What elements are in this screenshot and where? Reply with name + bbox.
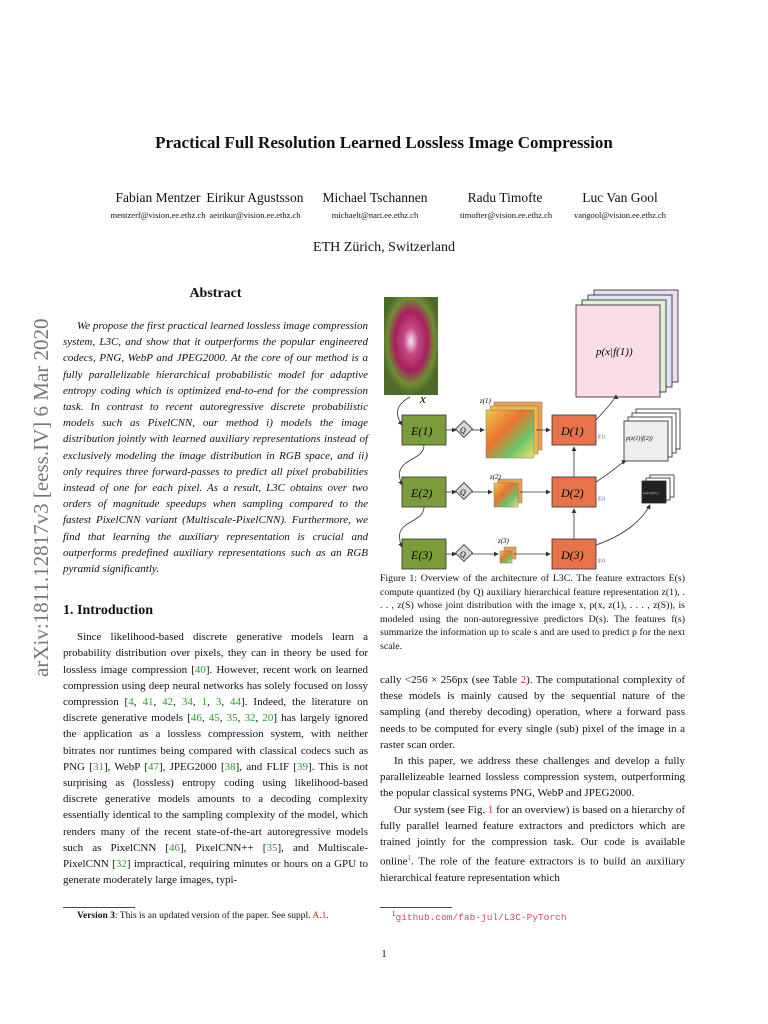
footnote-text: : This is an updated version of the paper. See suppl. — [114, 911, 313, 921]
right-paragraph-1: cally <256 × 256px (see Table 2). The computational complexity of these models is mainly caused by the sequential nature of the sampling (and thereby decoding) operation, where a forward pass needs to be computed for every single (sub) pixel of the image in a raster scan order. — [380, 674, 685, 751]
paper-title: Practical Full Resolution Learned Lossless Image Compression — [155, 133, 613, 152]
label-d2: D(2) — [561, 486, 584, 500]
reference-link[interactable]: 2 — [520, 674, 527, 686]
label-z1: z(1) — [480, 397, 491, 405]
citation-link[interactable]: 1 — [201, 696, 208, 709]
architecture-figure — [380, 285, 685, 570]
page-number: 1 — [381, 948, 387, 960]
abstract-text: We propose the first practical learned lossless image compression system, L3C, and show that it outperforms the popular engineered codecs, PNG, WebP and JPEG2000. At the core of our method is a fully parallelizable hierarchical probabilistic model for adaptive entropy coding which is optimized end-to-end for the compression task. In contrast to recent autoregressive discrete probabilistic models such as PixelCNN, our method i) models the image distribution jointly with learned auxiliary representations instead of exclusively modeling the image distribution in RGB space, and ii) only requires three forward-passes to predict all pixel probabilities instead of one for each pixel. As a result, L3C obtains over two orders of magnitude speedups when sampling compared to the fastest PixelCNN variant (Multiscale-PixelCNN). Furthermore, we find that learning the auxiliary representation is crucial and outperforms predefined auxiliary representations such as an RGB pyramid significantly. — [63, 320, 368, 576]
citation-link[interactable]: 32 — [244, 712, 256, 725]
label-q3: Q — [460, 550, 466, 559]
author — [570, 190, 670, 220]
citation-link[interactable]: 32 — [115, 858, 127, 871]
citation-link[interactable]: 38 — [224, 760, 236, 773]
affiliation: ETH Zürich, Switzerland — [313, 240, 455, 255]
arxiv-stamp — [18, 285, 58, 685]
author-list — [0, 190, 768, 230]
citation-link[interactable]: 45 — [208, 712, 220, 725]
footnote-rule — [63, 907, 135, 908]
citation-link[interactable]: 3 — [215, 696, 222, 709]
label-q2: Q — [460, 488, 466, 497]
left-column — [63, 286, 368, 889]
label-q1: Q — [460, 426, 466, 435]
footnote-ref-link[interactable]: A.1 — [312, 911, 327, 921]
author-name: Radu Timofte — [467, 190, 543, 205]
citation-link[interactable]: 44 — [230, 696, 242, 709]
citation-link[interactable]: 20 — [262, 712, 274, 725]
author-name: Eirikur Agustsson — [206, 190, 304, 205]
author — [460, 190, 553, 220]
citation-link[interactable]: 39 — [297, 760, 309, 773]
author-email: mentzerf@vision.ee.ethz.ch — [110, 210, 206, 220]
citation-link[interactable]: 34 — [181, 696, 193, 709]
footnote-label: Version 3 — [77, 911, 115, 921]
label-f2: f(2) — [598, 497, 606, 502]
footnote-rule-right — [380, 907, 452, 908]
author-email: vangool@vision.ee.ethz.ch — [573, 210, 667, 220]
reference-link[interactable]: 1 — [407, 854, 411, 863]
label-d3: D(3) — [561, 548, 584, 562]
author-email: michaelt@nari.ee.ethz.ch — [331, 210, 419, 220]
code-url-link[interactable]: github.com/fab-jul/L3C-PyTorch — [395, 912, 567, 924]
intro-paragraph: Since likelihood-based discrete generative models learn a probability distribution over pixels, they can in theory be used for lossless image compression [40]. However, recent work on learned compression using deep neural networks has solely focused on lossy compression [4, 41, 42, 34, 1, 3, 44]. Indeed, the literature on discrete generative models [46, 45, 35, 32, 20] has largely ignored the application as a lossless compression system, with neither bitrates nor runtimes being compared with classical codecs such as PNG [31], WebP [47], JPEG2000 [38], and FLIF [39]. This is not surprising as (lossless) entropy coding using likelihood-based discrete generative models amounts to a decoding complexity essentially identical to the sampling complexity of the model, which renders many of the recent state-of-the-art autoregressive models such as PixelCNN [46], PixelCNN++ [35], and Multiscale-PixelCNN [32] impractical, requiring minutes or hours on a GPU to generate moderately large images, typi- — [63, 631, 369, 887]
citation-link[interactable]: 40 — [194, 663, 206, 676]
citation-link[interactable]: 46 — [169, 841, 181, 854]
arxiv-id: arXiv:1811.12817v3 [eess.IV] 6 Mar 2020 — [29, 318, 53, 677]
author — [200, 190, 310, 220]
code-footnote — [392, 910, 567, 923]
author-name: Michael Tschannen — [322, 190, 428, 205]
label-e2: E(2) — [411, 486, 433, 500]
citation-link[interactable]: 35 — [226, 712, 238, 725]
right-paragraph-2: In this paper, we address these challenges and develop a fully parallelizeable learned lossless compression system, outperforming the popular classical systems PNG, WebP and JPEG2000. — [380, 755, 685, 800]
label-z3: z(3) — [498, 537, 509, 545]
footnote-end: . — [326, 911, 329, 921]
label-z2: z(2) — [490, 473, 501, 481]
citation-link[interactable]: 47 — [147, 760, 159, 773]
abstract-heading: Abstract — [189, 286, 242, 301]
citation-link[interactable]: 4 — [128, 696, 134, 709]
label-x: x — [420, 391, 426, 406]
label-e3: E(3) — [411, 548, 433, 562]
label-pz2: p(z(2)|f(3)) — [643, 491, 659, 495]
label-f1: f(1) — [598, 435, 606, 440]
author-name: Fabian Mentzer — [115, 190, 201, 205]
citation-link[interactable]: 42 — [162, 696, 174, 709]
label-pz1: p(z(1)|f(2)) — [626, 436, 653, 442]
input-image — [384, 297, 438, 395]
citation-link[interactable]: 41 — [142, 696, 154, 709]
author-email: timofter@vision.ee.ethz.ch — [460, 210, 553, 220]
version-footnote — [63, 911, 368, 921]
label-e1: E(1) — [411, 424, 433, 438]
reference-link[interactable]: 1 — [487, 803, 494, 816]
citation-link[interactable]: 35 — [266, 841, 278, 854]
architecture-diagram — [380, 285, 685, 570]
feature-z3-front — [500, 551, 512, 563]
author — [320, 190, 430, 220]
citation-link[interactable]: 31 — [92, 760, 104, 773]
feature-z2-front — [494, 483, 518, 507]
figure-caption: Figure 1: Overview of the architecture of L3C. The feature extractors E(s) compute quantized (by Q) auxiliary hierarchical feature representation z(1), . . . , z(S) whose joint distribution with the image x, p(x, z(1), . . . , z(S)), is modeled using the non-autoregressive predictors D(s). The features f(s) summarize the information up to scale s and are used to predict p for the next scale. — [380, 573, 685, 652]
citation-link[interactable]: 46 — [190, 712, 202, 725]
feature-z1-front — [486, 410, 534, 458]
author-name: Luc Van Gool — [582, 190, 658, 205]
footnote-mark: 1 — [392, 910, 396, 918]
right-column — [380, 672, 685, 886]
label-px: p(x|f(1)) — [596, 346, 633, 358]
label-f3: f(3) — [598, 559, 606, 564]
label-d1: D(1) — [561, 424, 584, 438]
right-paragraph-3: Our system (see Fig. 1 for an overview) is based on a hierarchy of fully parallel learned feature extractors and predictors which are trained jointly for the compression task. Our code is available online$^1$. The role of the feature extractors is to build an auxiliary hierarchical feature representation which — [380, 803, 685, 885]
section-heading-introduction: 1. Introduction — [63, 603, 153, 619]
author-email: aeirikur@vision.ee.ethz.ch — [209, 210, 301, 220]
